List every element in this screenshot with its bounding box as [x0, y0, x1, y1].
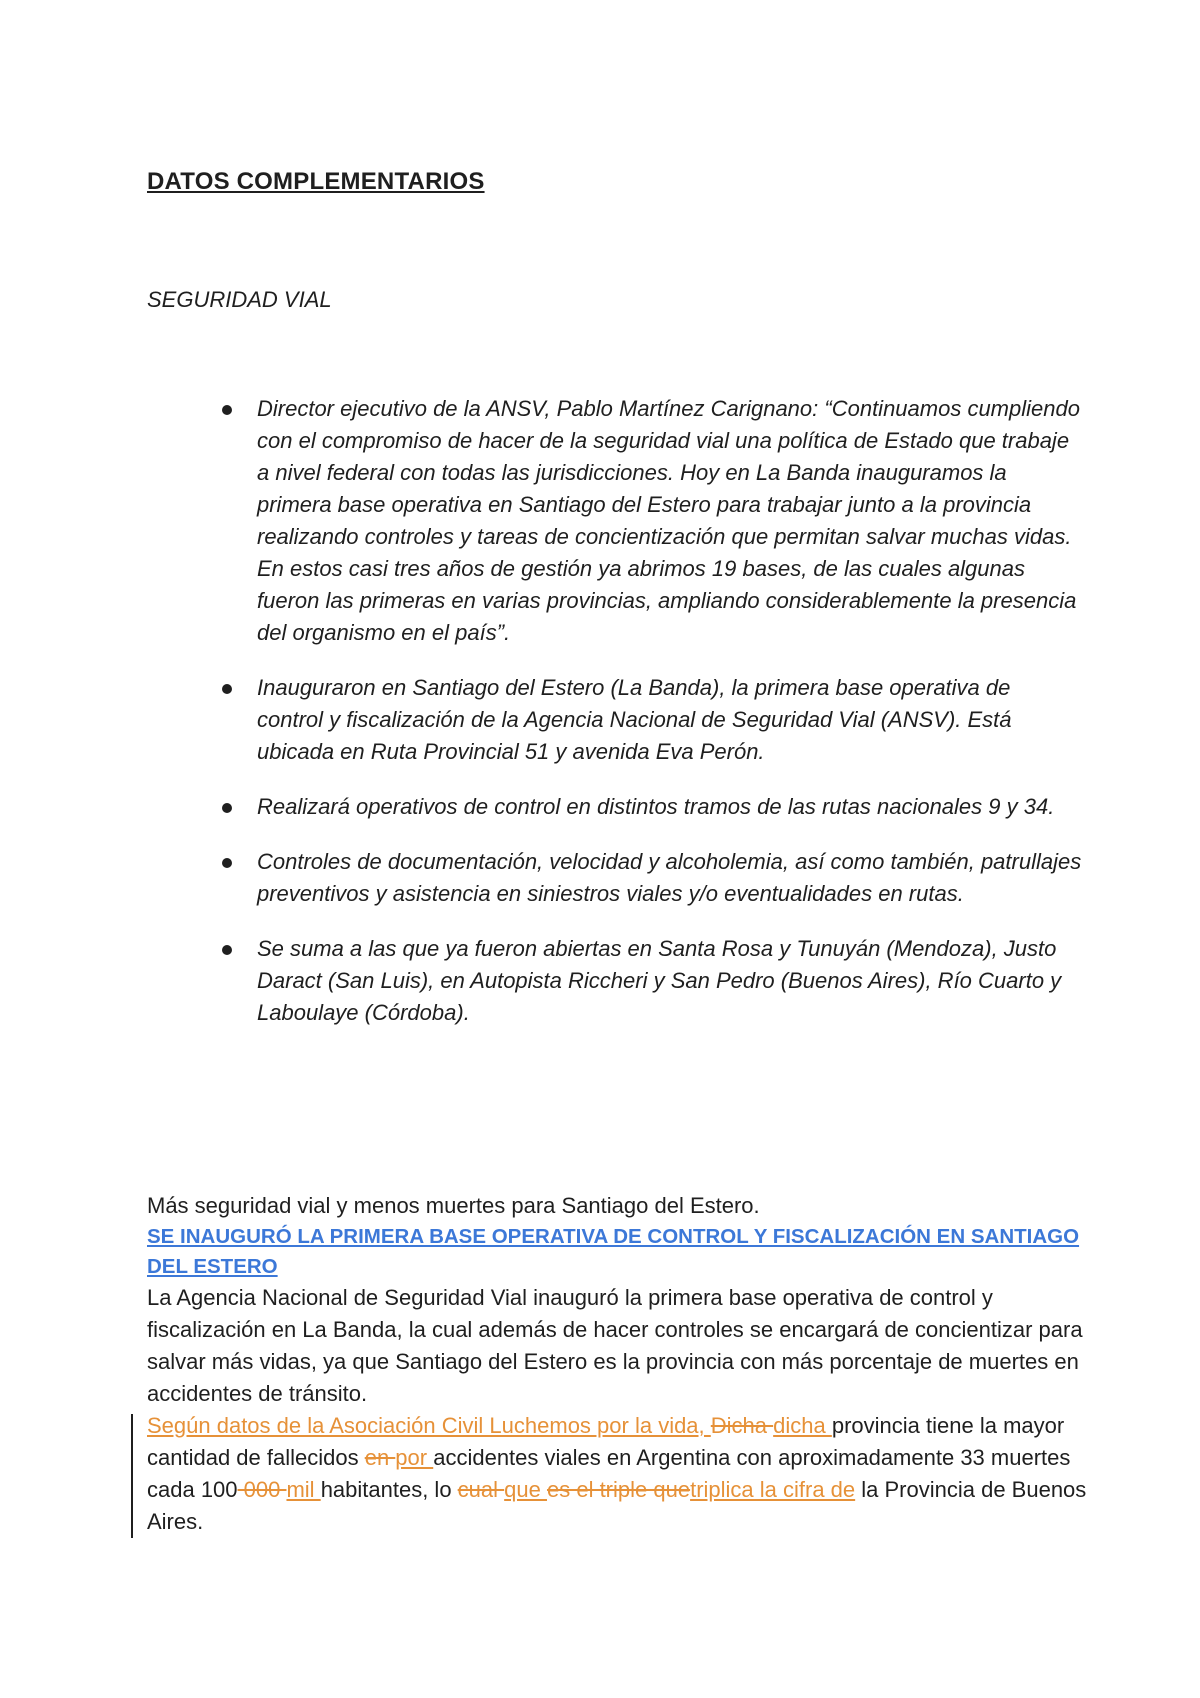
- bullet-item: [222, 672, 1082, 768]
- suggestion-insertion[interactable]: que: [504, 1477, 547, 1502]
- bullet-item: [222, 393, 1082, 649]
- suggestion-insertion[interactable]: triplica la cifra de: [690, 1477, 856, 1502]
- paragraph-text: accidentes viales en Argentina con aproximadamente 33 muertes cada 100: [147, 1445, 1071, 1502]
- suggestion-deletion[interactable]: es el triple que: [546, 1477, 691, 1502]
- bullet-icon: [222, 858, 232, 868]
- article-body: [147, 1190, 1092, 1538]
- bullet-text: Se suma a las que ya fueron abiertas en Santa Rosa y Tunuyán (Mendoza), Justo Daract (San Luis), en Autopista Riccheri y San Pedro (Buenos Aires), Río Cuarto y Laboulaye (Córdoba).: [257, 936, 1062, 1025]
- suggestion-deletion[interactable]: en: [364, 1445, 396, 1470]
- bullet-text: Realizará operativos de control en distintos tramos de las rutas nacionales 9 y 34.: [257, 794, 1055, 819]
- suggestion-deletion[interactable]: 000: [237, 1477, 287, 1502]
- suggested-edit-paragraph: [147, 1410, 1092, 1538]
- suggestion-insertion[interactable]: dicha: [773, 1413, 832, 1438]
- section-heading: SEGURIDAD VIAL: [147, 287, 332, 312]
- bullet-item: [222, 933, 1082, 1029]
- bullet-text: Controles de documentación, velocidad y alcoholemia, así como también, patrullajes preventivos y asistencia en siniestros viales y/o eventualidades en rutas.: [257, 849, 1082, 906]
- bullet-list: [222, 393, 1082, 1052]
- bullet-text: Director ejecutivo de la ANSV, Pablo Martínez Carignano: “Continuamos cumpliendo con el compromiso de hacer de la seguridad vial una política de Estado que trabaje a nivel federal con todas las jurisdicciones. Hoy en La Banda inauguramos la primera base operativa en Santiago del Estero para trabajar junto a la provincia realizando controles y tareas de concientización que permitan salvar muchas vidas. En estos casi tres años de gestión ya abrimos 19 bases, de las cuales algunas fueron las primeras en varias provincias, ampliando considerablemente la presencia del organismo en el país”.: [257, 396, 1080, 645]
- bullet-item: [222, 791, 1082, 823]
- suggestion-insertion[interactable]: por: [395, 1445, 434, 1470]
- bullet-icon: [222, 405, 232, 415]
- suggestion-insertion[interactable]: mil: [286, 1477, 321, 1502]
- suggestion-deletion[interactable]: Dicha: [710, 1413, 774, 1438]
- paragraph-text: provincia tiene la mayor cantidad de fallecidos: [147, 1413, 1065, 1470]
- article-headline-link[interactable]: SE INAUGURÓ LA PRIMERA BASE OPERATIVA DE CONTROL Y FISCALIZACIÓN EN SANTIAGO DEL ESTERO: [147, 1225, 1080, 1278]
- change-bar-icon: [131, 1414, 133, 1538]
- bullet-text: Inauguraron en Santiago del Estero (La Banda), la primera base operativa de control y fiscalización de la Agencia Nacional de Seguridad Vial (ANSV). Está ubicada en Ruta Provincial 51 y avenida Eva Perón.: [257, 675, 1012, 764]
- suggestion-insertion[interactable]: Según datos de la Asociación Civil Luchemos por la vida,: [147, 1413, 711, 1438]
- bullet-icon: [222, 945, 232, 955]
- article-paragraph: La Agencia Nacional de Seguridad Vial inauguró la primera base operativa de control y fiscalización en La Banda, la cual además de hacer controles se encargará de concientizar para salvar más vidas, ya que Santiago del Estero es la provincia con más porcentaje de muertes en accidentes de tránsito.: [147, 1285, 1083, 1406]
- intro-line: Más seguridad vial y menos muertes para Santiago del Estero.: [147, 1193, 760, 1218]
- document-title: DATOS COMPLEMENTARIOS: [147, 168, 485, 195]
- bullet-item: [222, 846, 1082, 910]
- suggestion-deletion[interactable]: cual: [457, 1477, 505, 1502]
- paragraph-text: habitantes, lo: [320, 1477, 458, 1502]
- bullet-icon: [222, 684, 232, 694]
- bullet-icon: [222, 803, 232, 813]
- paragraph-text: la Provincia de Buenos Aires.: [147, 1477, 1087, 1534]
